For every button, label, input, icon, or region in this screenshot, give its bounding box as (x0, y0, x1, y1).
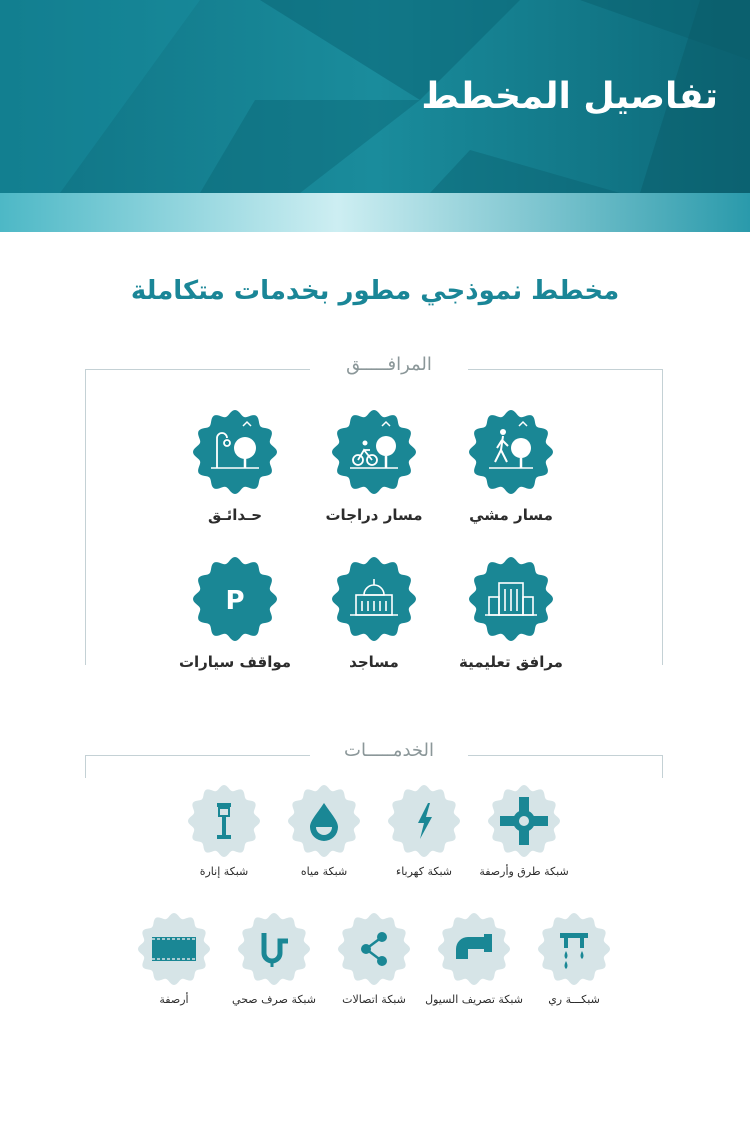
service-lighting (186, 783, 262, 883)
service-sewage (232, 911, 316, 1011)
facility-label: مسار دراجات (325, 506, 423, 524)
service-label: شبكة طرق وأرصفة (479, 865, 569, 878)
service-label: شبكة تصريف السيول (425, 993, 523, 1006)
water-badge (286, 783, 362, 859)
telecom-badge (336, 911, 412, 987)
service-label: أرصفة (159, 993, 189, 1006)
service-irrigation (536, 911, 612, 1011)
facility-gardens (191, 408, 279, 538)
page-title: تفاصيل المخطط (421, 76, 718, 117)
drainage-badge (436, 911, 512, 987)
service-flood-drainage (425, 911, 523, 1011)
service-label: شبكة اتصالات (342, 993, 406, 1006)
service-label: شبكة كهرباء (396, 865, 452, 878)
section-heading: مخطط نموذجي مطور بخدمات متكاملة (130, 276, 620, 306)
irrigation-badge (536, 911, 612, 987)
facility-walking-path (467, 408, 555, 538)
service-label: شبكة صرف صحي (232, 993, 316, 1006)
facility-parking (178, 555, 292, 685)
facility-label: مسار مشي (469, 506, 553, 524)
parking-icon: P (225, 586, 245, 616)
service-label: شبكة مياه (300, 865, 348, 878)
facility-label: مواقف سيارات (178, 653, 292, 671)
mosque-badge (330, 555, 418, 643)
facility-label: مساجد (349, 653, 399, 671)
lighting-badge (186, 783, 262, 859)
services-title: الخدمـــــات (310, 740, 468, 761)
school-badge (467, 555, 555, 643)
electricity-badge (386, 783, 462, 859)
sewage-badge (236, 911, 312, 987)
service-label: شبكـــة ري (548, 993, 600, 1006)
facility-label: حـدائـق (207, 506, 263, 524)
bicycle-path-badge (330, 408, 418, 496)
sidewalks-badge (136, 911, 212, 987)
parking-badge (191, 555, 279, 643)
facility-mosques (330, 555, 418, 685)
facility-label: مرافق تعليمية (459, 653, 563, 671)
service-roads (479, 783, 569, 883)
facility-bicycle-path (325, 408, 423, 538)
header-banner (0, 0, 750, 232)
sidewalk-icon (152, 937, 196, 961)
service-water (286, 783, 362, 883)
service-telecom (336, 911, 412, 1011)
facilities-title: المرافـــــق (310, 354, 468, 375)
garden-badge (191, 408, 279, 496)
roads-badge (486, 783, 562, 859)
service-electricity (386, 783, 462, 883)
walking-path-badge (467, 408, 555, 496)
facility-education (459, 555, 563, 685)
service-sidewalks (136, 911, 212, 1011)
service-label: شبكة إنارة (199, 865, 249, 878)
